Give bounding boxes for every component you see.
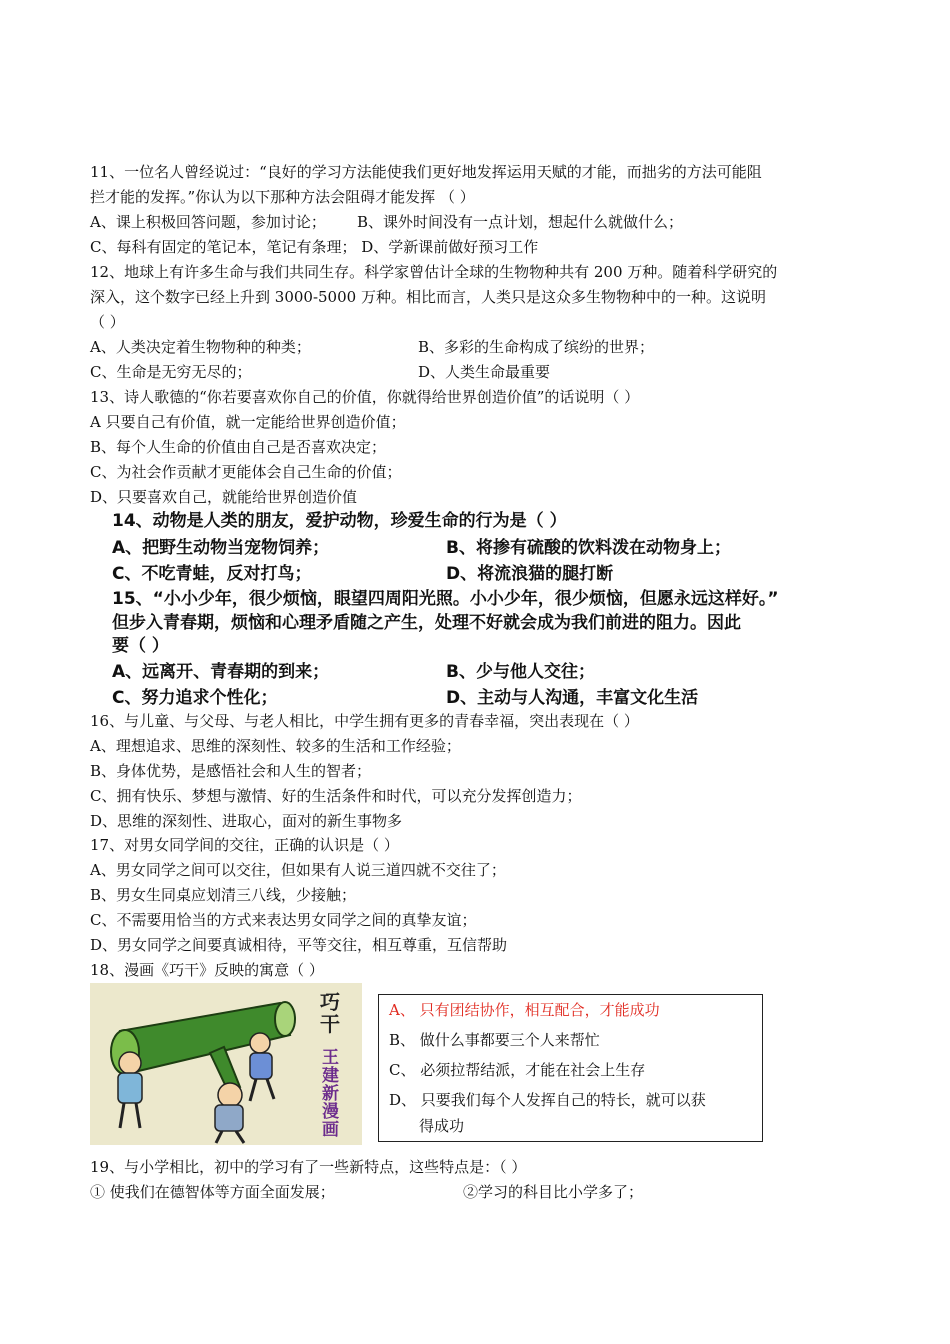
q18-option-c: C、 必须拉帮结派，才能在社会上生存: [389, 1061, 646, 1079]
q11-stem-line1: 11、一位名人曾经说过：“良好的学习方法能使我们更好地发挥运用天赋的才能，而拙劣的方法可能阻: [90, 163, 762, 181]
q19-stem: 19、与小学相比，初中的学习有了一些新特点，这些特点是：（ ）: [90, 1158, 527, 1176]
q19-item-1: ① 使我们在德智体等方面全面发展；: [90, 1183, 335, 1201]
q17-option-d: D、男女同学之间要真诚相待，平等交往，相互尊重，互信帮助: [90, 936, 508, 954]
q13-stem: 13、诗人歌德的“你若要喜欢你自己的价值，你就得给世界创造价值”的话说明（ ）: [90, 388, 640, 406]
cartoon-title: 巧干: [320, 990, 340, 1036]
q15-option-b: B、少与他人交往；: [446, 662, 595, 682]
q16-option-a: A、理想追求、思维的深刻性、较多的生活和工作经验；: [90, 737, 461, 755]
q12-stem-line3: （ ）: [90, 313, 125, 331]
q18-option-d-line1: D、 只要我们每个人发挥自己的特长，就可以获: [389, 1091, 706, 1109]
cartoon-image: [90, 983, 362, 1145]
q15-option-c: C、努力追求个性化；: [112, 688, 278, 708]
q11-option-cd: C、每科有固定的笔记本，笔记有条理； D、学新课前做好预习工作: [90, 238, 539, 256]
q18-option-a: A、 只有团结协作，相互配合，才能成功: [389, 1001, 660, 1019]
q14-option-c: C、不吃青蛙，反对打鸟；: [112, 564, 312, 584]
q17-option-a: A、男女同学之间可以交往，但如果有人说三道四就不交往了；: [90, 861, 506, 879]
q15-stem-line1: 15、“小小少年，很少烦恼，眼望四周阳光照。小小少年，很少烦恼，但愿永远这样好。”: [112, 589, 779, 609]
q14-option-a: A、把野生动物当宠物饲养；: [112, 538, 330, 558]
q14-option-b: B、将掺有硫酸的饮料泼在动物身上；: [446, 538, 731, 558]
q18-options-box: [378, 994, 763, 1142]
q12-stem-line1: 12、地球上有许多生命与我们共同生存。科学家曾估计全球的生物物种共有 200 万种。随着科学研究的: [90, 263, 778, 281]
q16-stem: 16、与儿童、与父母、与老人相比，中学生拥有更多的青春幸福，突出表现在（ ）: [90, 712, 639, 730]
q14-stem: 14、动物是人类的朋友，爱护动物，珍爱生命的行为是（ ）: [112, 511, 567, 531]
q16-option-b: B、身体优势，是感悟社会和人生的智者；: [90, 762, 372, 780]
q15-stem-line3: 要（ ）: [112, 636, 169, 656]
q12-option-c: C、生命是无穷无尽的；: [90, 363, 252, 381]
q13-option-d: D、只要喜欢自己，就能给世界创造价值: [90, 488, 358, 506]
q16-option-d: D、思维的深刻性、进取心，面对的新生事物多: [90, 812, 403, 830]
q17-option-b: B、男女生同桌应划清三八线，少接触；: [90, 886, 357, 904]
q18-stem: 18、漫画《巧干》反映的寓意（ ）: [90, 961, 324, 979]
q15-stem-line2: 但步入青春期，烦恼和心理矛盾随之产生，处理不好就会成为我们前进的阻力。因此: [112, 613, 741, 633]
q18-option-d-line2: 得成功: [419, 1117, 465, 1135]
q17-option-c: C、不需要用恰当的方式来表达男女同学之间的真挚友谊；: [90, 911, 477, 929]
q12-option-b: B、多彩的生命构成了缤纷的世界；: [418, 338, 655, 356]
q17-stem: 17、对男女同学间的交往，正确的认识是（ ）: [90, 836, 399, 854]
q16-option-c: C、拥有快乐、梦想与激情、好的生活条件和时代，可以充分发挥创造力；: [90, 787, 582, 805]
q11-option-b: B、课外时间没有一点计划，想起什么就做什么；: [357, 213, 684, 231]
q11-option-a: A、课上积极回答问题，参加讨论；: [90, 213, 326, 231]
q11-stem-line2: 拦才能的发挥。”你认为以下那种方法会阻碍才能发挥 （ ）: [90, 188, 475, 206]
q15-option-d: D、主动与人沟通，丰富文化生活: [446, 688, 699, 708]
q15-option-a: A、远离开、青春期的到来；: [112, 662, 330, 682]
q12-option-d: D、人类生命最重要: [418, 363, 551, 381]
q18-option-b: B、 做什么事都要三个人来帮忙: [389, 1031, 600, 1049]
q12-stem-line2: 深入，这个数字已经上升到 3000-5000 万种。相比而言，人类只是这众多生物物种中的一种。这说明: [90, 288, 766, 306]
q14-option-d: D、将流浪猫的腿打断: [446, 564, 614, 584]
q19-item-2: ②学习的科目比小学多了；: [463, 1183, 644, 1201]
q13-option-c: C、为社会作贡献才更能体会自己生命的价值；: [90, 463, 402, 481]
q12-option-a: A、人类决定着生物物种的种类；: [90, 338, 311, 356]
q13-option-a: A 只要自己有价值，就一定能给世界创造价值；: [90, 413, 406, 431]
cartoon-author: 王建新漫画: [322, 1048, 339, 1140]
q13-option-b: B、每个人生命的价值由自己是否喜欢决定；: [90, 438, 387, 456]
